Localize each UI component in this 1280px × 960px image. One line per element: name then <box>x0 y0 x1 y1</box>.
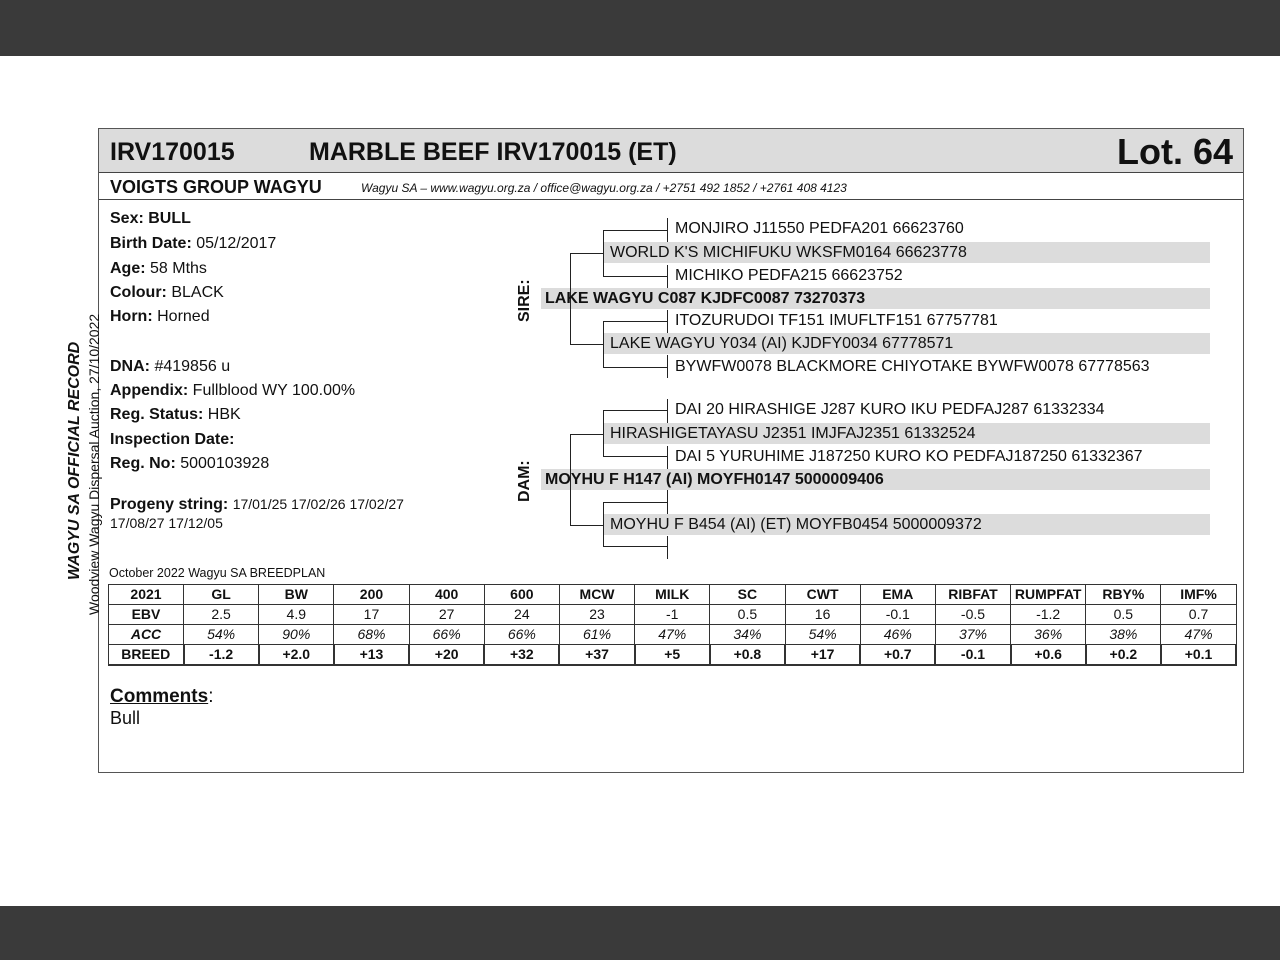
colour-label: Colour: <box>110 284 167 301</box>
acc-cell: 61% <box>559 625 634 645</box>
ebv-row <box>109 605 1237 625</box>
sd-tick-a <box>667 310 668 333</box>
ebv-cell: 2.5 <box>184 605 259 625</box>
sd-bracket <box>603 321 604 368</box>
acc-cell: 36% <box>1011 625 1086 645</box>
sale-label: Woodview Wagyu Dispersal Auction, 27/10/2022 <box>86 313 102 615</box>
age-row <box>110 260 207 278</box>
trait-header-row <box>109 585 1237 605</box>
dam-sire: HIRASHIGETAYASU J2351 IMJFAJ2351 61332524 <box>610 425 976 442</box>
card-header <box>99 129 1243 173</box>
sire-sire-sire: MONJIRO J11550 PEDFA201 66623760 <box>675 220 964 237</box>
animal-id: IRV170015 <box>110 138 235 166</box>
dam: MOYHU F H147 (AI) MOYFH0147 5000009406 <box>545 471 884 488</box>
dam-bracket-bottom <box>570 525 603 526</box>
acc-cell: 66% <box>409 625 484 645</box>
trait-header: 600 <box>484 585 559 605</box>
acc-cell: 34% <box>710 625 785 645</box>
comments-text: Bull <box>110 708 141 728</box>
ss-tick-a <box>667 218 668 242</box>
year-cell: 2021 <box>109 585 184 605</box>
ds-tick-b <box>667 446 668 469</box>
trait-header: 400 <box>409 585 484 605</box>
trait-header: CWT <box>785 585 860 605</box>
ebv-cell: 24 <box>484 605 559 625</box>
ebv-cell: -1.2 <box>1011 605 1086 625</box>
acc-row <box>109 625 1237 645</box>
top-bar <box>0 0 1280 56</box>
acc-cell: 47% <box>635 625 710 645</box>
dam-sire-sire: DAI 20 HIRASHIGE J287 KURO IKU PEDFAJ287 61332334 <box>675 401 1105 418</box>
breed-cell: -0.1 <box>935 645 1010 666</box>
breedplan-title: October 2022 Wagyu SA BREEDPLAN <box>109 566 326 580</box>
horn-label: Horn: <box>110 308 153 325</box>
breeder-name: VOIGTS GROUP WAGYU <box>110 177 322 197</box>
dna-row <box>110 358 230 376</box>
ebv-cell: 17 <box>334 605 409 625</box>
acc-cell: 66% <box>484 625 559 645</box>
ebv-cell: 0.5 <box>1086 605 1161 625</box>
trait-header: SC <box>710 585 785 605</box>
dam-dam: MOYHU F B454 (AI) (ET) MOYFB0454 5000009372 <box>610 516 982 533</box>
sex-row <box>110 210 191 228</box>
ebv-cell: 4.9 <box>259 605 334 625</box>
breedplan-table <box>108 584 1237 666</box>
ebv-cell: -0.5 <box>935 605 1010 625</box>
breed-row <box>109 645 1237 666</box>
breed-cell: +37 <box>559 645 634 666</box>
ebv-cell: 0.5 <box>710 605 785 625</box>
breed-cell: +13 <box>334 645 409 666</box>
acc-cell: 90% <box>259 625 334 645</box>
trait-header: MILK <box>635 585 710 605</box>
dd-bracket-bottom <box>603 546 668 547</box>
age-value: 58 Mths <box>150 260 207 277</box>
reg-no-label: Reg. No: <box>110 455 176 472</box>
appendix-label: Appendix: <box>110 382 189 399</box>
birth-label: Birth Date: <box>110 235 192 252</box>
breed-cell: +0.8 <box>710 645 785 666</box>
reg-no-row <box>110 455 269 473</box>
appendix-value: Fullblood WY 100.00% <box>192 382 356 399</box>
official-record-label: WAGYU SA OFFICIAL RECORD <box>66 341 83 580</box>
sire-bracket-top <box>570 253 603 254</box>
colour-row <box>110 284 224 302</box>
sire-dam-sire: ITOZURUDOI TF151 IMUFLTF151 67757781 <box>675 312 998 329</box>
card-subheader <box>99 173 1243 200</box>
breed-cell: +5 <box>635 645 710 666</box>
birth-value: 05/12/2017 <box>196 235 277 252</box>
sex-label: Sex: <box>110 210 144 227</box>
ebv-cell: 16 <box>785 605 860 625</box>
sire-label: SIRE: <box>516 279 533 322</box>
breed-cell: -1.2 <box>184 645 259 666</box>
inspection-row <box>110 431 234 449</box>
sd-tick-b <box>667 355 668 378</box>
trait-header: RBY% <box>1086 585 1161 605</box>
breed-cell: +2.0 <box>259 645 334 666</box>
horn-value: Horned <box>157 308 210 325</box>
acc-cell: 38% <box>1086 625 1161 645</box>
ebv-cell: 27 <box>409 605 484 625</box>
ebv-cell: -0.1 <box>860 605 935 625</box>
acc-cell: 37% <box>935 625 1010 645</box>
progeny-label: Progeny string: <box>110 496 229 513</box>
ds-tick-a <box>667 399 668 423</box>
dd-bracket-top <box>603 502 668 503</box>
trait-header: BW <box>259 585 334 605</box>
ebv-cell: 23 <box>559 605 634 625</box>
ebv-label: EBV <box>109 605 184 625</box>
appendix-row <box>110 382 355 400</box>
ss-tick-b <box>667 265 668 288</box>
trait-header: EMA <box>860 585 935 605</box>
reg-status-row <box>110 406 241 424</box>
acc-cell: 68% <box>334 625 409 645</box>
dam-bracket-top <box>570 434 603 435</box>
lot-number: Lot. 64 <box>1116 131 1233 172</box>
breed-cell: +0.7 <box>860 645 935 666</box>
breed-cell: +17 <box>785 645 860 666</box>
trait-header: IMF% <box>1161 585 1236 605</box>
sire-dam-dam: BYWFW0078 BLACKMORE CHIYOTAKE BYWFW0078 67778563 <box>675 358 1150 375</box>
animal-name: MARBLE BEEF IRV170015 (ET) <box>309 138 677 166</box>
breed-cell: +20 <box>409 645 484 666</box>
inspection-label: Inspection Date: <box>110 431 235 448</box>
trait-header: RUMPFAT <box>1011 585 1086 605</box>
colour-value: BLACK <box>171 284 224 301</box>
ss-bracket-top <box>603 230 668 231</box>
ds-bracket <box>603 410 604 457</box>
acc-cell: 54% <box>785 625 860 645</box>
sire: LAKE WAGYU C087 KJDFC0087 73270373 <box>545 290 866 307</box>
dd-bracket <box>603 502 604 547</box>
sd-bracket-bottom <box>603 367 668 368</box>
progeny-row <box>110 496 404 514</box>
ds-bracket-top <box>603 410 668 411</box>
breed-cell: +0.6 <box>1011 645 1086 666</box>
trait-header: GL <box>184 585 259 605</box>
acc-cell: 47% <box>1161 625 1236 645</box>
breed-cell: +32 <box>484 645 559 666</box>
birth-row <box>110 235 276 253</box>
sex-value: BULL <box>148 210 191 227</box>
dna-value: #419856 u <box>154 358 231 375</box>
progeny-line-2: 17/08/27 17/12/05 <box>110 515 223 531</box>
progeny-line-1: 17/01/25 17/02/26 17/02/27 <box>232 496 404 512</box>
breed-label: BREED <box>109 645 184 666</box>
age-label: Age: <box>110 260 146 277</box>
comments-label: Comments <box>110 686 209 707</box>
dd-tick-a <box>667 490 668 514</box>
reg-status-label: Reg. Status: <box>110 406 204 423</box>
trait-header: RIBFAT <box>935 585 1010 605</box>
ebv-cell: 0.7 <box>1161 605 1236 625</box>
dna-label: DNA: <box>110 358 150 375</box>
dam-sire-dam: DAI 5 YURUHIME J187250 KURO KO PEDFAJ187250 61332367 <box>675 448 1143 465</box>
comments-heading: Comments: <box>110 686 214 707</box>
horn-row <box>110 308 210 326</box>
breed-cell: +0.2 <box>1086 645 1161 666</box>
sire-bracket-bottom <box>570 344 603 345</box>
ss-bracket-bottom <box>603 276 668 277</box>
sd-bracket-top <box>603 321 668 322</box>
trait-header: MCW <box>559 585 634 605</box>
contact-details: Wagyu SA – www.wagyu.org.za / office@wagyu.org.za / +2751 492 1852 / +2761 408 4123 <box>361 181 847 195</box>
ds-bracket-bottom <box>603 456 668 457</box>
bottom-bar <box>0 906 1280 960</box>
breed-cell: +0.1 <box>1161 645 1236 666</box>
sire-sire: WORLD K'S MICHIFUKU WKSFM0164 66623778 <box>610 244 967 261</box>
acc-label: ACC <box>109 625 184 645</box>
reg-status-value: HBK <box>207 406 241 423</box>
dd-tick-b <box>667 536 668 559</box>
trait-header: 200 <box>334 585 409 605</box>
acc-cell: 54% <box>184 625 259 645</box>
sire-sire-dam: MICHIKO PEDFA215 66623752 <box>675 267 903 284</box>
ebv-cell: -1 <box>635 605 710 625</box>
ss-bracket <box>603 230 604 277</box>
dam-label: DAM: <box>516 460 533 502</box>
sire-dam: LAKE WAGYU Y034 (AI) KJDFY0034 67778571 <box>610 335 954 352</box>
reg-no-value: 5000103928 <box>180 455 270 472</box>
acc-cell: 46% <box>860 625 935 645</box>
